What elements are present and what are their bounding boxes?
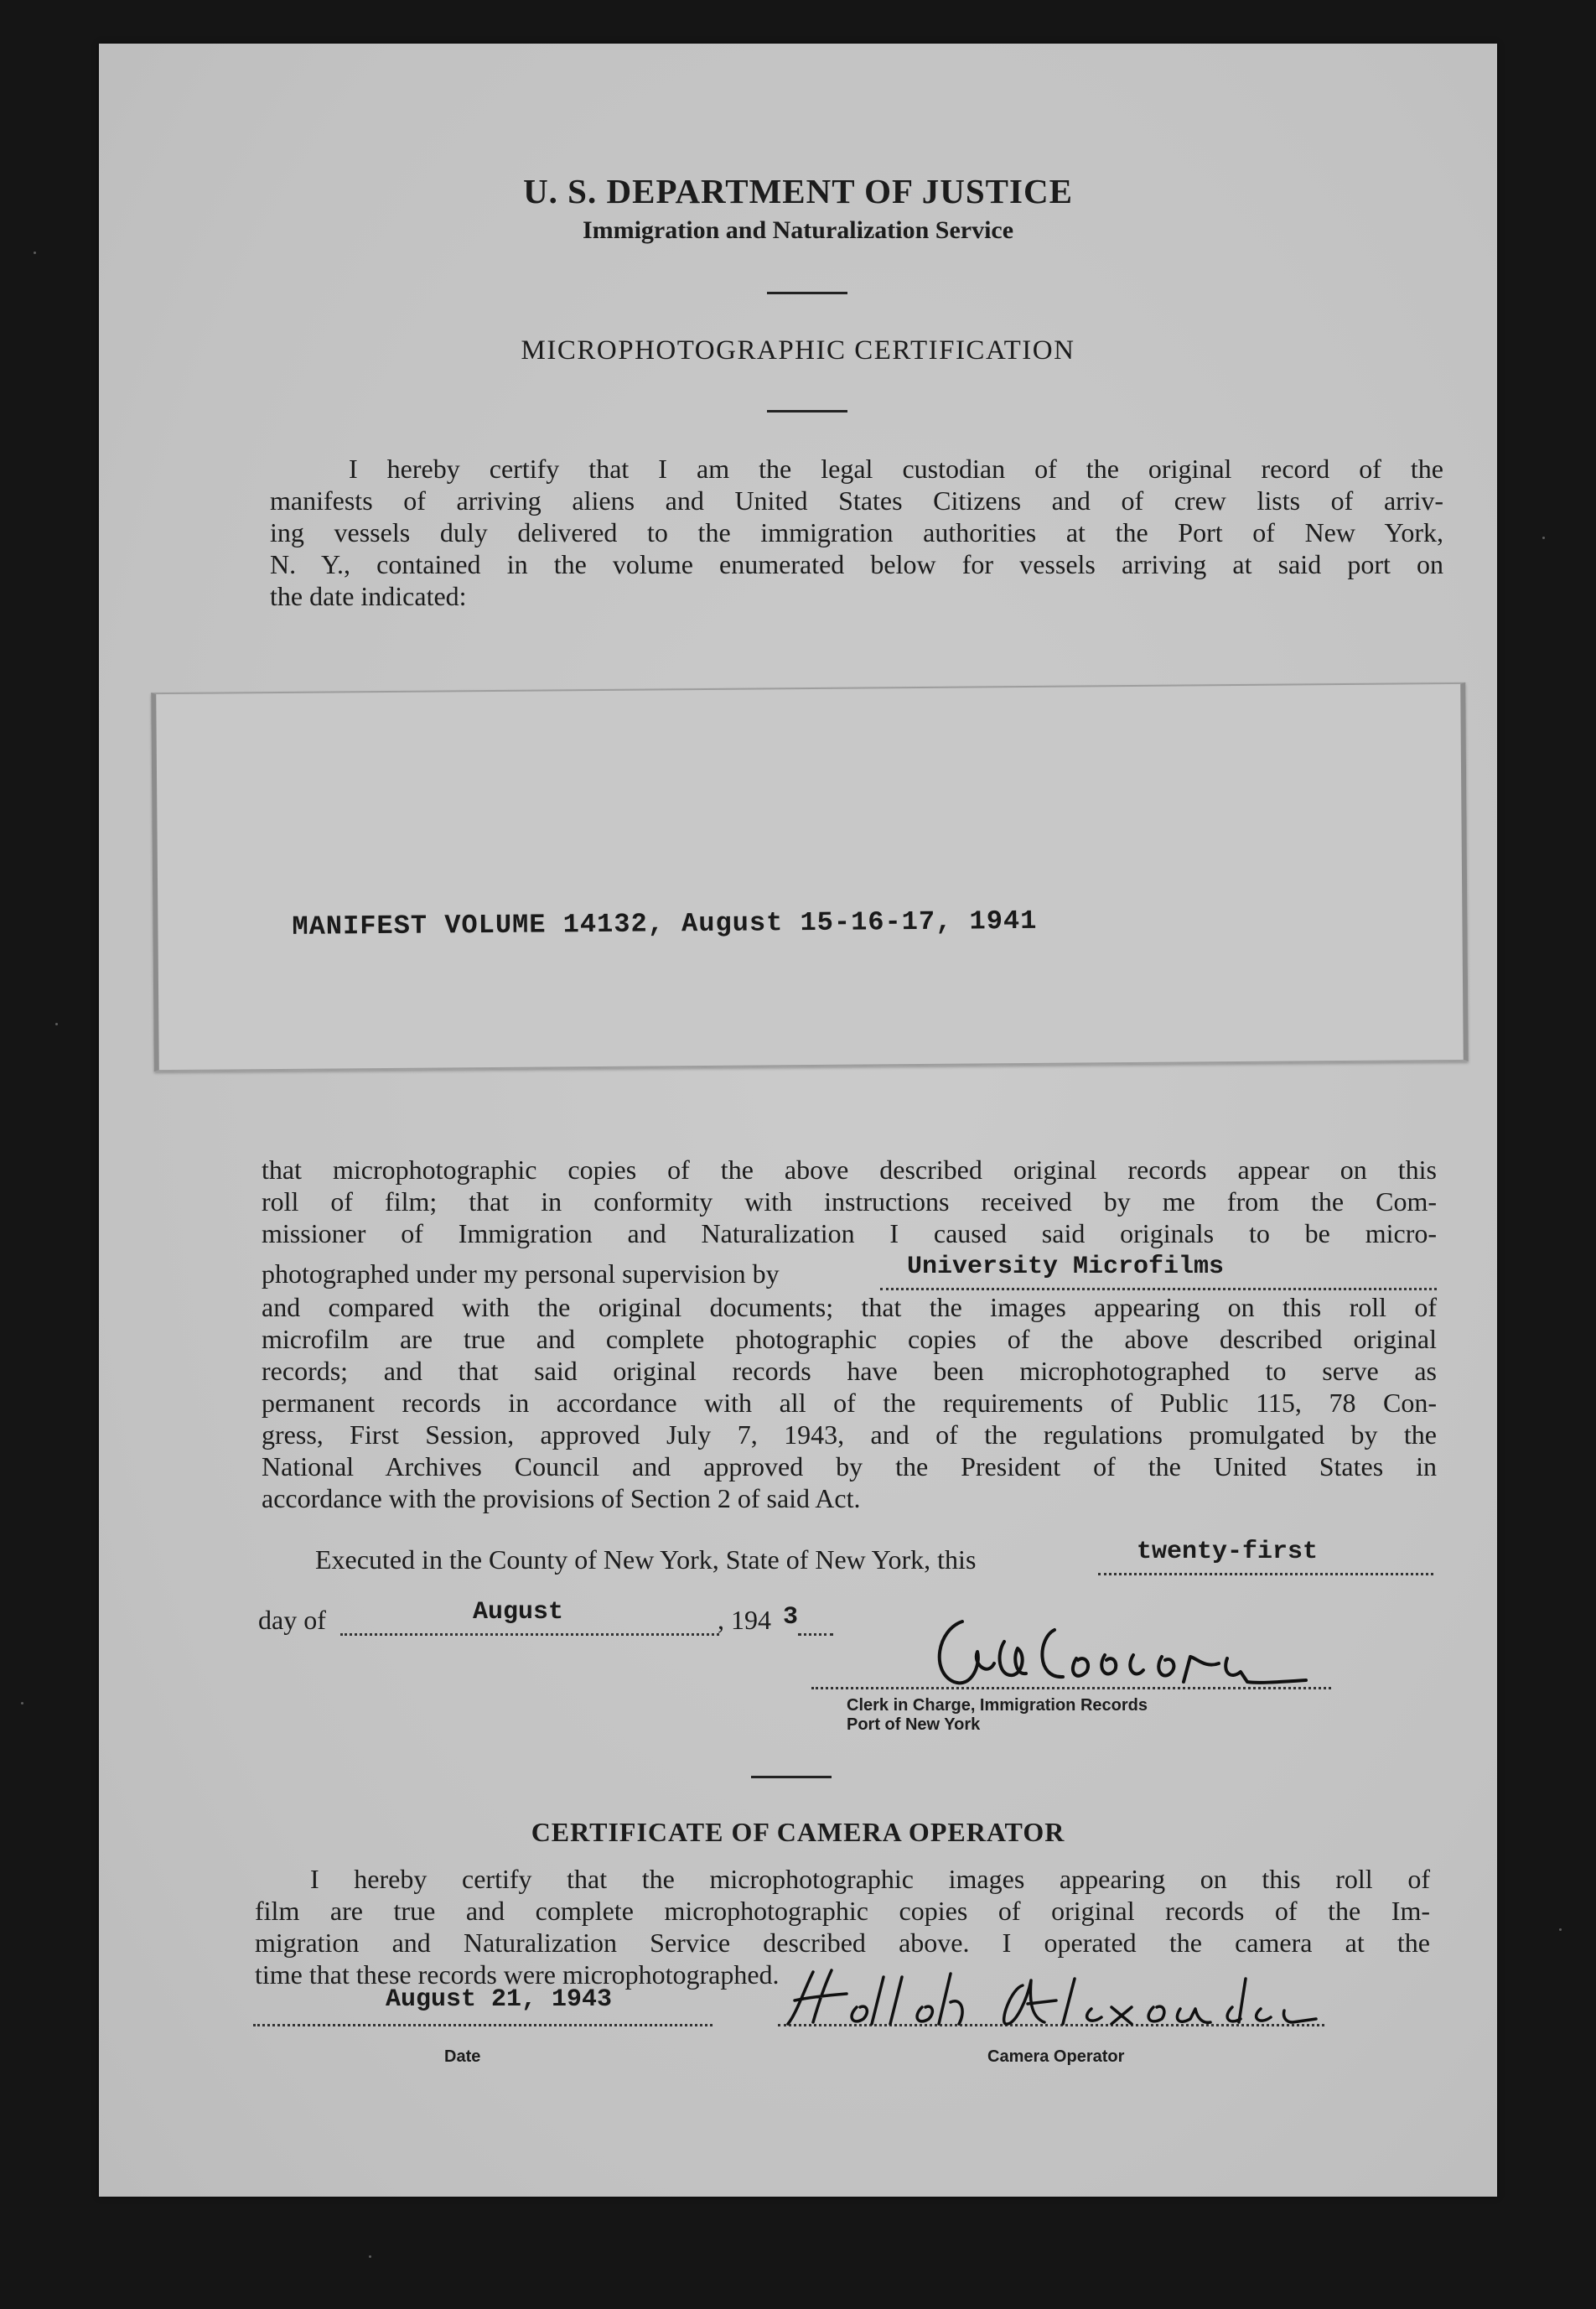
operator-date: August 21, 1943 bbox=[386, 1985, 613, 2014]
intro-line: manifests of arriving aliens and United States Citizens and of crew lists of arriv- bbox=[270, 485, 1443, 516]
execution-year-digit: 3 bbox=[783, 1603, 799, 1632]
manifest-insert-slip bbox=[151, 682, 1469, 1071]
divider bbox=[751, 1776, 832, 1778]
camera-operator-signature bbox=[780, 1964, 1324, 2031]
department-heading: U. S. DEPARTMENT OF JUSTICE bbox=[523, 172, 1073, 210]
camera-operator-label: Camera Operator bbox=[987, 2047, 1125, 2066]
supervision-line bbox=[262, 1249, 1437, 1291]
clerk-signature bbox=[929, 1605, 1323, 1697]
operator-line: I hereby certify that the microphotographic images appearing on this roll of bbox=[310, 1864, 1430, 1894]
executed-text: Executed in the County of New York, State of New York, this bbox=[315, 1544, 977, 1575]
divider bbox=[767, 410, 847, 413]
intro-line: ing vessels duly delivered to the immigration authorities at the Port of New York, bbox=[270, 517, 1443, 547]
certification-title: MICROPHOTOGRAPHIC CERTIFICATION bbox=[521, 335, 1075, 366]
intro-line: N. Y., contained in the volume enumerated below for vessels arriving at said port on bbox=[270, 549, 1443, 579]
body-line: permanent records in accordance with all of the requirements of Public 115, 78 Con- bbox=[262, 1388, 1437, 1418]
film-speck bbox=[34, 252, 36, 254]
operator-line: film are true and complete microphotographic copies of original records of the Im- bbox=[255, 1896, 1430, 1926]
service-subheading: Immigration and Naturalization Service bbox=[582, 216, 1014, 244]
day-of-label: day of bbox=[258, 1605, 326, 1635]
operator-line: migration and Naturalization Service described above. I operated the camera at the bbox=[255, 1928, 1430, 1958]
year-prefix: , 194 bbox=[718, 1605, 771, 1635]
film-speck bbox=[21, 1702, 23, 1705]
manifest-volume-entry: MANIFEST VOLUME 14132, August 15-16-17, 1941 bbox=[292, 905, 1038, 942]
film-speck bbox=[1559, 1928, 1562, 1931]
film-speck bbox=[369, 2255, 371, 2258]
certificate-sheet bbox=[99, 44, 1497, 2197]
body-line: missioner of Immigration and Naturalization I caused said originals to be micro- bbox=[262, 1218, 1437, 1248]
film-speck bbox=[55, 1023, 58, 1025]
intro-line: I hereby certify that I am the legal custodian of the original record of the bbox=[349, 454, 1443, 484]
clerk-caption-line1: Clerk in Charge, Immigration Records bbox=[847, 1696, 1148, 1715]
body-line: and compared with the original documents; that the images appearing on this roll of bbox=[262, 1292, 1437, 1322]
clerk-caption-line2: Port of New York bbox=[847, 1715, 981, 1734]
execution-day: twenty-first bbox=[1137, 1538, 1319, 1566]
body-paragraph bbox=[262, 1154, 1437, 1514]
execution-month: August bbox=[473, 1598, 564, 1627]
body-line: gress, First Session, approved July 7, 1943, and of the regulations promulgated by the bbox=[262, 1419, 1437, 1450]
intro-paragraph bbox=[270, 453, 1443, 612]
divider bbox=[767, 292, 847, 294]
body-line: roll of film; that in conformity with instructions received by me from the Com- bbox=[262, 1186, 1437, 1217]
operator-line: time that these records were microphotographed. bbox=[255, 1959, 780, 1990]
intro-line: the date indicated: bbox=[270, 581, 467, 611]
camera-operator-title: CERTIFICATE OF CAMERA OPERATOR bbox=[531, 1817, 1065, 1847]
body-line: accordance with the provisions of Section 2 of said Act. bbox=[262, 1483, 861, 1513]
date-label: Date bbox=[444, 2047, 481, 2066]
date-line bbox=[253, 2016, 712, 2026]
microfilm-company: University Microfilms bbox=[907, 1253, 1225, 1281]
supervision-prefix: photographed under my personal supervision by bbox=[262, 1258, 780, 1289]
film-speck bbox=[1542, 537, 1545, 539]
body-line: microfilm are true and complete photographic copies of the above described original bbox=[262, 1324, 1437, 1354]
body-line: records; and that said original records have been microphotographed to serve as bbox=[262, 1356, 1437, 1386]
body-line: National Archives Council and approved by the President of the United States in bbox=[262, 1451, 1437, 1481]
dotted-fill-line bbox=[798, 1608, 833, 1636]
body-line: that microphotographic copies of the above described original records appear on this bbox=[262, 1154, 1437, 1185]
